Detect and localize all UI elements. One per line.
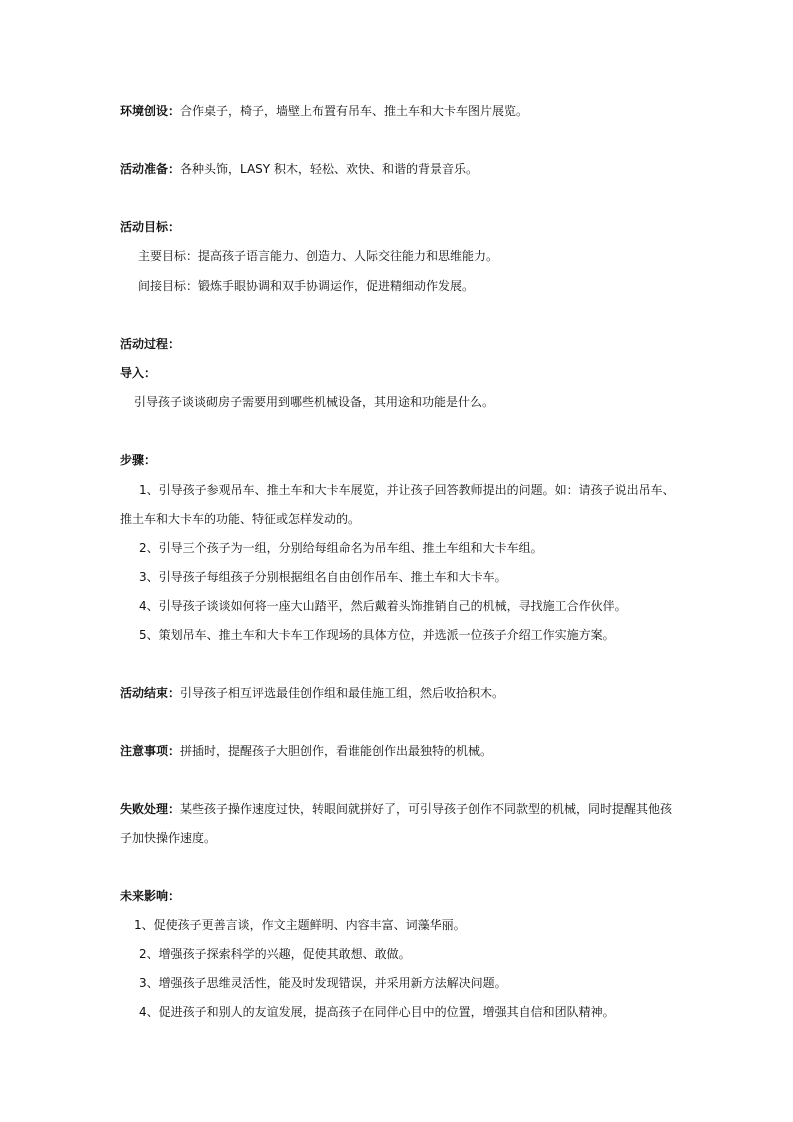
environment-text: 合作桌子，椅子，墙壁上布置有吊车、推土车和大卡车图片展览。: [180, 104, 529, 118]
environment-label: 环境创设：: [120, 104, 181, 118]
goals-heading: 活动目标：: [120, 220, 181, 234]
notes-text: 拼插时，提醒孩子大胆创作，看谁能创作出最独特的机械。: [180, 744, 493, 758]
failure-label: 失败处理：: [120, 802, 181, 816]
indirect-goal: 间接目标：锻炼手眼协调和双手协调运作，促进精细动作发展。: [138, 279, 475, 293]
impact-item: 1、促使孩子更善言谈，作文主题鲜明、内容丰富、词藻华丽。: [134, 918, 466, 932]
step-item: 4、引导孩子谈谈如何将一座大山踏平，然后戴着头饰推销自己的机械，寻找施工合作伙伴。: [139, 599, 627, 613]
impact-item: 4、促进孩子和别人的友谊发展，提高孩子在同伴心目中的位置，增强其自信和团队精神。: [139, 1005, 615, 1019]
ending-label: 活动结束：: [120, 686, 181, 700]
intro-heading: 导入：: [120, 366, 157, 380]
main-goal: 主要目标：提高孩子语言能力、创造力、人际交往能力和思维能力。: [138, 249, 499, 263]
process-heading: 活动过程：: [120, 337, 181, 351]
impact-item: 2、增强孩子探索科学的兴趣，促使其敢想、敢做。: [139, 947, 411, 961]
preparation-label: 活动准备：: [120, 162, 181, 176]
preparation-text: 各种头饰，LASY 积木，轻松、欢快、和谐的背景音乐。: [180, 162, 478, 176]
notes-line: [120, 743, 492, 759]
steps-heading: 步骤：: [120, 453, 157, 467]
ending-line: [120, 685, 504, 701]
failure-text-continued: 子加快操作速度。: [120, 831, 217, 845]
impact-item: 3、增强孩子思维灵活性，能及时发现错误，并采用新方法解决问题。: [139, 976, 507, 990]
ending-text: 引导孩子相互评选最佳创作组和最佳施工组，然后收拾积木。: [180, 686, 505, 700]
step-item: 5、策划吊车、推土车和大卡车工作现场的具体方位，并选派一位孩子介绍工作实施方案。: [139, 628, 615, 642]
intro-text: 引导孩子谈谈砌房子需要用到哪些机械设备，其用途和功能是什么。: [134, 395, 495, 409]
failure-text: 某些孩子操作速度过快，转眼间就拼好了，可引导孩子创作不同款型的机械，同时提醒其他孩: [180, 802, 673, 816]
step-item-continued: 推土车和大卡车的功能、特征或怎样发动的。: [120, 512, 361, 526]
step-item: 2、引导三个孩子为一组，分别给每组命名为吊车组、推土车组和大卡车组。: [139, 541, 543, 555]
notes-label: 注意事项：: [120, 744, 181, 758]
environment-line: [120, 103, 528, 119]
step-item: 1、引导孩子参观吊车、推土车和大卡车展览，并让孩子回答教师提出的问题。如：请孩子说出吊车、: [139, 483, 675, 497]
failure-line: [120, 801, 672, 817]
step-item: 3、引导孩子每组孩子分别根据组名自由创作吊车、推土车和大卡车。: [139, 570, 507, 584]
impact-heading: 未来影响：: [120, 889, 181, 903]
preparation-line: [120, 161, 478, 177]
